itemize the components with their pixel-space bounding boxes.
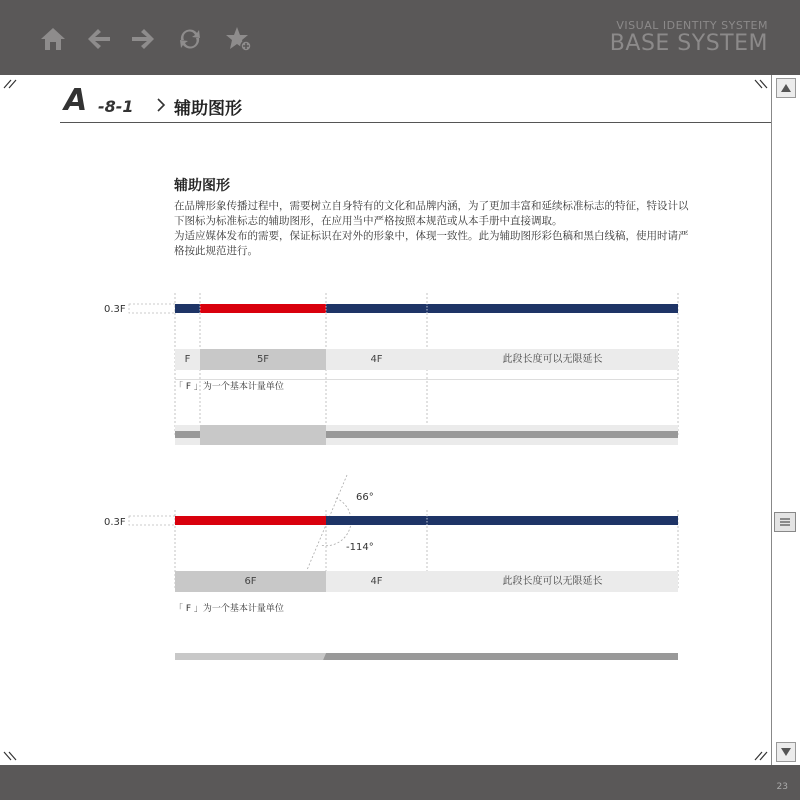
scroll-thumb[interactable] (774, 512, 796, 532)
color-bar-navy (326, 304, 678, 313)
segment-label: 此段长度可以无限延长 (427, 571, 678, 592)
brand-subtitle: VISUAL IDENTITY SYSTEM (616, 19, 768, 32)
page-number: 23 (776, 782, 788, 792)
home-icon[interactable] (38, 24, 68, 54)
corner-mark-icon (754, 751, 768, 761)
segment-label: 4F (326, 571, 427, 592)
header-divider (60, 122, 771, 123)
grayscale-bar-1 (175, 431, 678, 438)
gray-segment (326, 431, 678, 438)
favorite-add-icon[interactable] (223, 24, 253, 54)
brand-main-title: BASE SYSTEM (609, 31, 768, 56)
gray-segment (200, 431, 326, 438)
segment-row-2 (175, 571, 678, 592)
scroll-down-button[interactable] (776, 742, 796, 762)
segment-row-1 (175, 349, 678, 370)
height-indicator (129, 304, 175, 313)
height-label: 0.3F (104, 304, 126, 315)
color-bar-red (175, 516, 326, 525)
angle-label-top: 66° (356, 492, 374, 503)
unit-note: 「 F 」为一个基本计量单位 (174, 382, 284, 392)
unit-note: 「 F 」为一个基本计量单位 (174, 604, 284, 614)
corner-mark-icon (754, 79, 768, 89)
color-bar-navy-start (175, 304, 200, 313)
corner-mark-icon (3, 751, 17, 761)
paragraph: 在品牌形象传播过程中，需要树立自身特有的文化和品牌内涵，为了更加丰富和延续标准标志的特征，特设计以下图标为标准标志的辅助图形，在应用当中严格按照本规范或从本手册中直接调取。 (174, 200, 689, 227)
grayscale-bar-2 (175, 653, 678, 661)
section-heading: 辅助图形 (174, 178, 230, 194)
triangle-up-icon (777, 79, 795, 97)
segment-label: 此段长度可以无限延长 (427, 349, 678, 370)
color-bar-navy (326, 516, 678, 525)
back-arrow-icon[interactable] (84, 24, 114, 54)
segment-label: 6F (175, 571, 326, 592)
paragraph: 为适应媒体发布的需要，保证标识在对外的形象中，体现一致性。此为辅助图形彩色稿和黑白线稿，使用时请严格按此规范进行。 (174, 230, 689, 257)
segment-label: F (175, 349, 200, 370)
refresh-icon[interactable] (175, 24, 205, 54)
color-bar-red (200, 304, 326, 313)
angle-label-bottom: -114° (346, 542, 374, 553)
chevron-right-icon (155, 97, 167, 113)
gray-segment (175, 653, 326, 660)
section-letter: A (64, 83, 88, 118)
height-label: 0.3F (104, 517, 126, 528)
section-number: -8-1 (98, 97, 134, 116)
gray-segment (323, 653, 678, 660)
vertical-scrollbar[interactable] (771, 75, 800, 765)
grip-lines-icon (775, 513, 795, 531)
top-toolbar (0, 0, 800, 75)
document-page (0, 75, 771, 765)
forward-arrow-icon[interactable] (128, 24, 158, 54)
segment-label: 5F (200, 349, 326, 370)
bottom-bar (0, 765, 800, 800)
scroll-up-button[interactable] (776, 78, 796, 98)
triangle-down-icon (777, 743, 795, 761)
page-title: 辅助图形 (174, 99, 242, 119)
gray-segment (175, 431, 200, 438)
brand-title (610, 19, 768, 56)
corner-mark-icon (3, 79, 17, 89)
height-indicator (129, 516, 175, 525)
segment-label: 4F (326, 349, 427, 370)
description-text (174, 199, 694, 259)
